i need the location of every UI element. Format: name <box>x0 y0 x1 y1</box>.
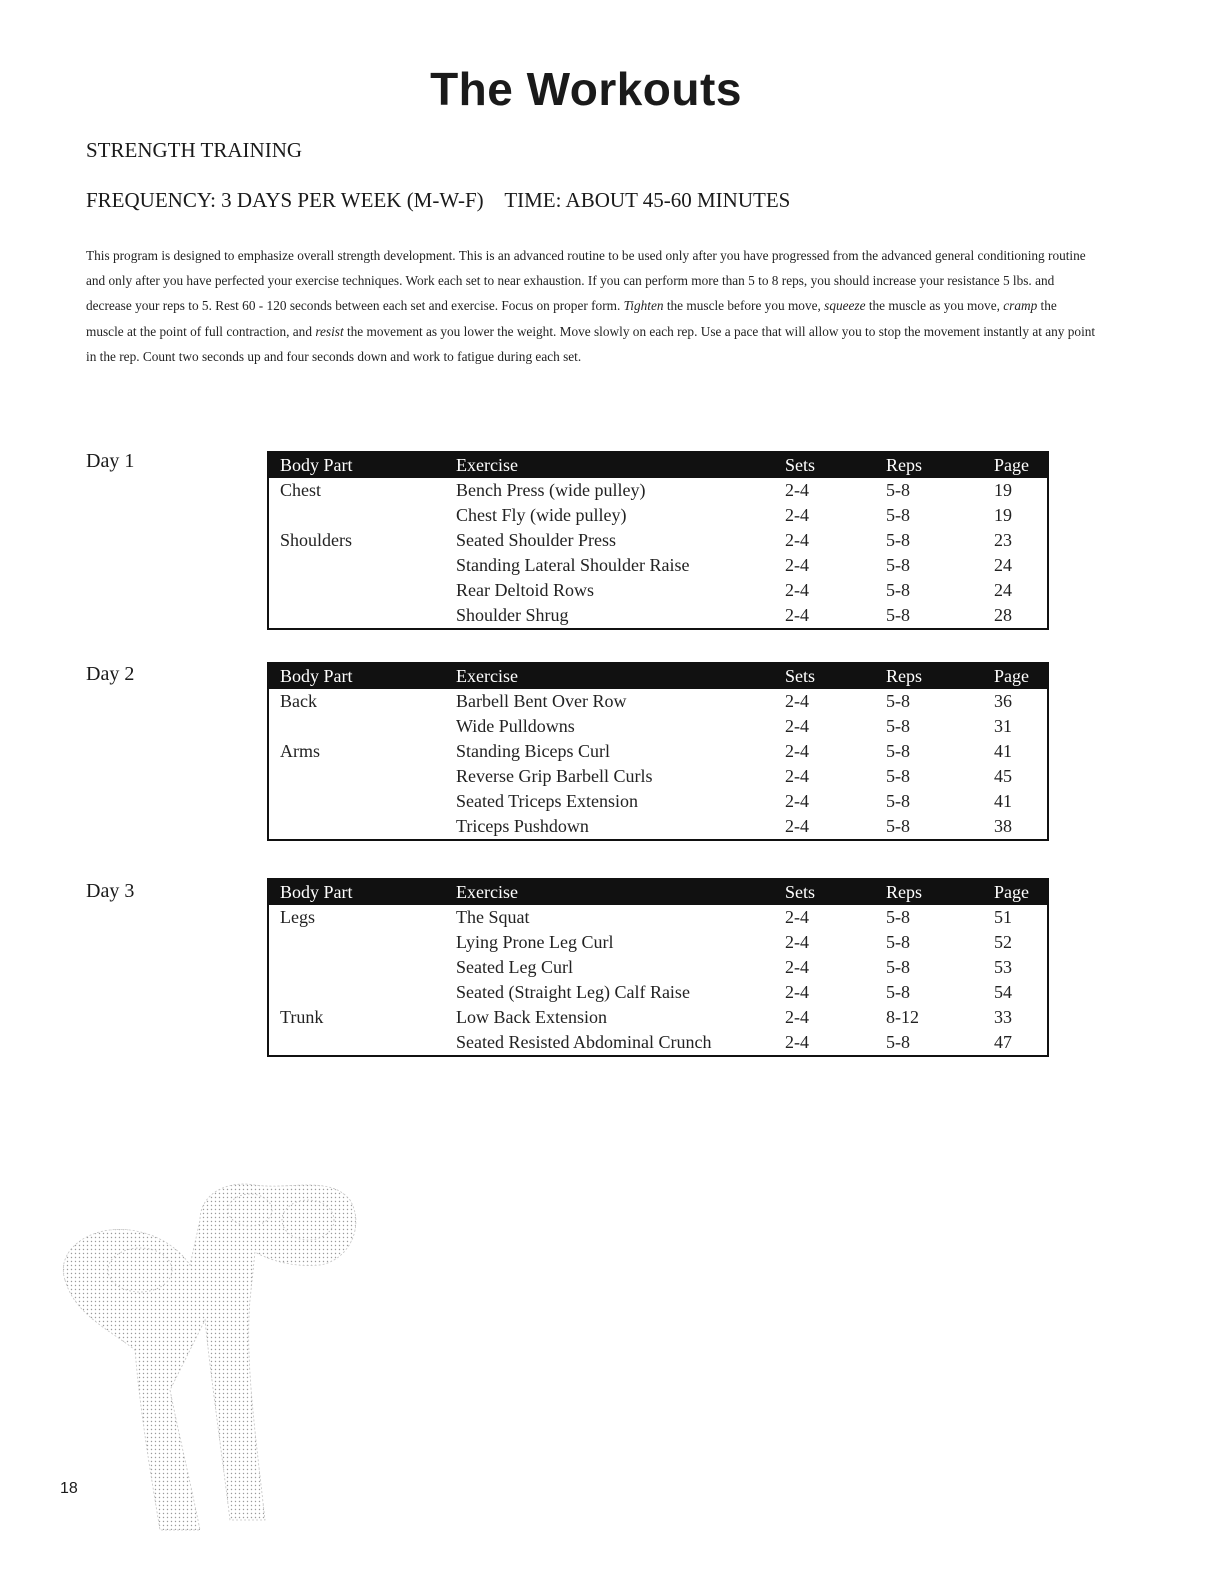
sets-cell: 2-4 <box>785 580 809 600</box>
body-part-cell <box>268 503 445 528</box>
intro-emphasis: squeeze <box>824 298 866 314</box>
exercise-cell: Rear Deltoid Rows <box>456 580 594 600</box>
exercise-cell: Wide Pulldowns <box>456 716 575 736</box>
intro-text: This program is designed to emphasize overall strength development. This is an advanced routine to be used only after you have progressed from the advanced general conditioning routine and only after you have perfected your exercise techniques. Work each set to near exhaustion. If you can perform more than 5 to 8 reps, you should increase your resistance 5 lbs. and decrease your reps to 5. Rest 60 - 120 seconds between each set and exercise. Focus on proper form. <box>86 248 1086 314</box>
reps-cell: 5-8 <box>886 480 910 500</box>
body-part-cell <box>268 553 445 578</box>
table-row <box>268 905 1048 930</box>
page-cell: 41 <box>994 741 1012 761</box>
page-cell: 54 <box>994 982 1012 1002</box>
reps-cell: 5-8 <box>886 505 910 525</box>
exercise-cell: Seated Resisted Abdominal Crunch <box>456 1032 712 1052</box>
exercise-cell: Seated Triceps Extension <box>456 791 638 811</box>
header-sets: Sets <box>774 879 875 905</box>
page-cell: 33 <box>994 1007 1012 1027</box>
table-row <box>268 764 1048 789</box>
sets-cell: 2-4 <box>785 605 809 625</box>
table-row <box>268 980 1048 1005</box>
header-sets: Sets <box>774 663 875 689</box>
reps-cell: 5-8 <box>886 605 910 625</box>
page-cell: 41 <box>994 791 1012 811</box>
header-sets: Sets <box>774 452 875 478</box>
header-body-part: Body Part <box>268 452 445 478</box>
body-part-cell <box>268 1030 445 1056</box>
sets-cell: 2-4 <box>785 530 809 550</box>
body-part-cell <box>268 764 445 789</box>
table-row <box>268 714 1048 739</box>
reps-cell: 5-8 <box>886 982 910 1002</box>
header-exercise: Exercise <box>445 879 774 905</box>
body-part-cell <box>268 814 445 840</box>
body-part-cell <box>268 714 445 739</box>
table-row <box>268 553 1048 578</box>
sets-cell: 2-4 <box>785 505 809 525</box>
table-row <box>268 1005 1048 1030</box>
header-page: Page <box>983 663 1048 689</box>
frequency-line <box>86 188 790 213</box>
page-cell: 45 <box>994 766 1012 786</box>
page-cell: 28 <box>994 605 1012 625</box>
day-2-table <box>267 662 1049 841</box>
sets-cell: 2-4 <box>785 691 809 711</box>
reps-cell: 5-8 <box>886 957 910 977</box>
reps-cell: 5-8 <box>886 716 910 736</box>
reps-cell: 5-8 <box>886 791 910 811</box>
intro-emphasis: cramp <box>1003 298 1038 314</box>
header-reps: Reps <box>875 663 983 689</box>
page-cell: 36 <box>994 691 1012 711</box>
exercise-cell: Low Back Extension <box>456 1007 607 1027</box>
page-cell: 51 <box>994 907 1012 927</box>
frequency-text: FREQUENCY: 3 DAYS PER WEEK (M-W-F) <box>86 188 484 212</box>
page-cell: 31 <box>994 716 1012 736</box>
exercise-cell: Shoulder Shrug <box>456 605 569 625</box>
page-cell: 47 <box>994 1032 1012 1052</box>
intro-emphasis: resist <box>315 323 344 339</box>
body-part-cell: Back <box>280 691 317 711</box>
table-row <box>268 930 1048 955</box>
sets-cell: 2-4 <box>785 1032 809 1052</box>
exercise-cell: Seated Shoulder Press <box>456 530 616 550</box>
exercise-cell: Bench Press (wide pulley) <box>456 480 646 500</box>
table-header-row <box>268 663 1048 689</box>
sets-cell: 2-4 <box>785 1007 809 1027</box>
header-body-part: Body Part <box>268 879 445 905</box>
body-part-cell <box>268 789 445 814</box>
reps-cell: 5-8 <box>886 530 910 550</box>
day-2-label: Day 2 <box>86 663 135 685</box>
table-row <box>268 603 1048 629</box>
exercise-cell: Lying Prone Leg Curl <box>456 932 614 952</box>
sets-cell: 2-4 <box>785 791 809 811</box>
page-cell: 24 <box>994 555 1012 575</box>
page-cell: 24 <box>994 580 1012 600</box>
table-row <box>268 789 1048 814</box>
page-cell: 19 <box>994 480 1012 500</box>
exercise-cell: Standing Biceps Curl <box>456 741 610 761</box>
reps-cell: 5-8 <box>886 932 910 952</box>
sets-cell: 2-4 <box>785 957 809 977</box>
day-3-table <box>267 878 1049 1057</box>
page-title: The Workouts <box>430 63 742 115</box>
page-cell: 38 <box>994 816 1012 836</box>
intro-text: the muscle at the point of full contraction, and <box>86 298 1057 339</box>
table-row <box>268 955 1048 980</box>
table-row <box>268 578 1048 603</box>
header-exercise: Exercise <box>445 452 774 478</box>
body-part-cell <box>268 603 445 629</box>
reps-cell: 5-8 <box>886 555 910 575</box>
reps-cell: 5-8 <box>886 691 910 711</box>
page-number: 18 <box>60 1480 78 1497</box>
exercise-cell: Reverse Grip Barbell Curls <box>456 766 653 786</box>
time-text: TIME: ABOUT 45-60 MINUTES <box>504 188 791 212</box>
sets-cell: 2-4 <box>785 480 809 500</box>
sets-cell: 2-4 <box>785 716 809 736</box>
table-row <box>268 689 1048 714</box>
intro-paragraph <box>86 243 1096 369</box>
intro-text: the muscle as you move, <box>865 298 1004 314</box>
exercise-cell: Seated Leg Curl <box>456 957 573 977</box>
body-part-cell <box>268 930 445 955</box>
sets-cell: 2-4 <box>785 766 809 786</box>
reps-cell: 5-8 <box>886 741 910 761</box>
body-part-cell: Chest <box>280 480 322 500</box>
sets-cell: 2-4 <box>785 816 809 836</box>
reps-cell: 5-8 <box>886 580 910 600</box>
body-part-cell: Trunk <box>280 1007 324 1027</box>
exercise-cell: Chest Fly (wide pulley) <box>456 505 627 525</box>
header-reps: Reps <box>875 452 983 478</box>
day-3-label: Day 3 <box>86 880 135 902</box>
sets-cell: 2-4 <box>785 982 809 1002</box>
reps-cell: 8-12 <box>886 1007 919 1027</box>
sets-cell: 2-4 <box>785 932 809 952</box>
body-part-cell: Shoulders <box>280 530 352 550</box>
exercise-cell: Seated (Straight Leg) Calf Raise <box>456 982 690 1002</box>
intro-emphasis: Tighten <box>623 298 664 314</box>
header-page: Page <box>983 452 1048 478</box>
exercise-cell: Barbell Bent Over Row <box>456 691 627 711</box>
page-cell: 52 <box>994 932 1012 952</box>
intro-text: the movement as you lower the weight. Move slowly on each rep. Use a pace that will allow you to stop the movement instantly at any point in the rep. Count two seconds up and four seconds down and work to fatigue during each set. <box>86 323 1096 364</box>
table-row <box>268 814 1048 840</box>
exercise-cell: The Squat <box>456 907 530 927</box>
intro-text: the muscle before you move, <box>663 298 825 314</box>
body-part-cell <box>268 955 445 980</box>
exercise-cell: Standing Lateral Shoulder Raise <box>456 555 690 575</box>
reps-cell: 5-8 <box>886 816 910 836</box>
day-1-table <box>267 451 1049 630</box>
page-cell: 53 <box>994 957 1012 977</box>
header-reps: Reps <box>875 879 983 905</box>
body-part-cell: Arms <box>280 741 320 761</box>
table-header-row <box>268 452 1048 478</box>
table-row <box>268 503 1048 528</box>
decorative-dumbbell-graphic <box>50 1140 370 1540</box>
sets-cell: 2-4 <box>785 555 809 575</box>
header-page: Page <box>983 879 1048 905</box>
table-row <box>268 739 1048 764</box>
table-row <box>268 478 1048 503</box>
body-part-cell <box>268 980 445 1005</box>
reps-cell: 5-8 <box>886 907 910 927</box>
page-cell: 23 <box>994 530 1012 550</box>
body-part-cell <box>268 578 445 603</box>
section-heading: STRENGTH TRAINING <box>86 138 303 162</box>
reps-cell: 5-8 <box>886 766 910 786</box>
table-row <box>268 1030 1048 1056</box>
sets-cell: 2-4 <box>785 741 809 761</box>
page-cell: 19 <box>994 505 1012 525</box>
exercise-cell: Triceps Pushdown <box>456 816 589 836</box>
day-1-label: Day 1 <box>86 450 135 472</box>
reps-cell: 5-8 <box>886 1032 910 1052</box>
header-body-part: Body Part <box>268 663 445 689</box>
header-exercise: Exercise <box>445 663 774 689</box>
table-header-row <box>268 879 1048 905</box>
sets-cell: 2-4 <box>785 907 809 927</box>
body-part-cell: Legs <box>280 907 315 927</box>
table-row <box>268 528 1048 553</box>
